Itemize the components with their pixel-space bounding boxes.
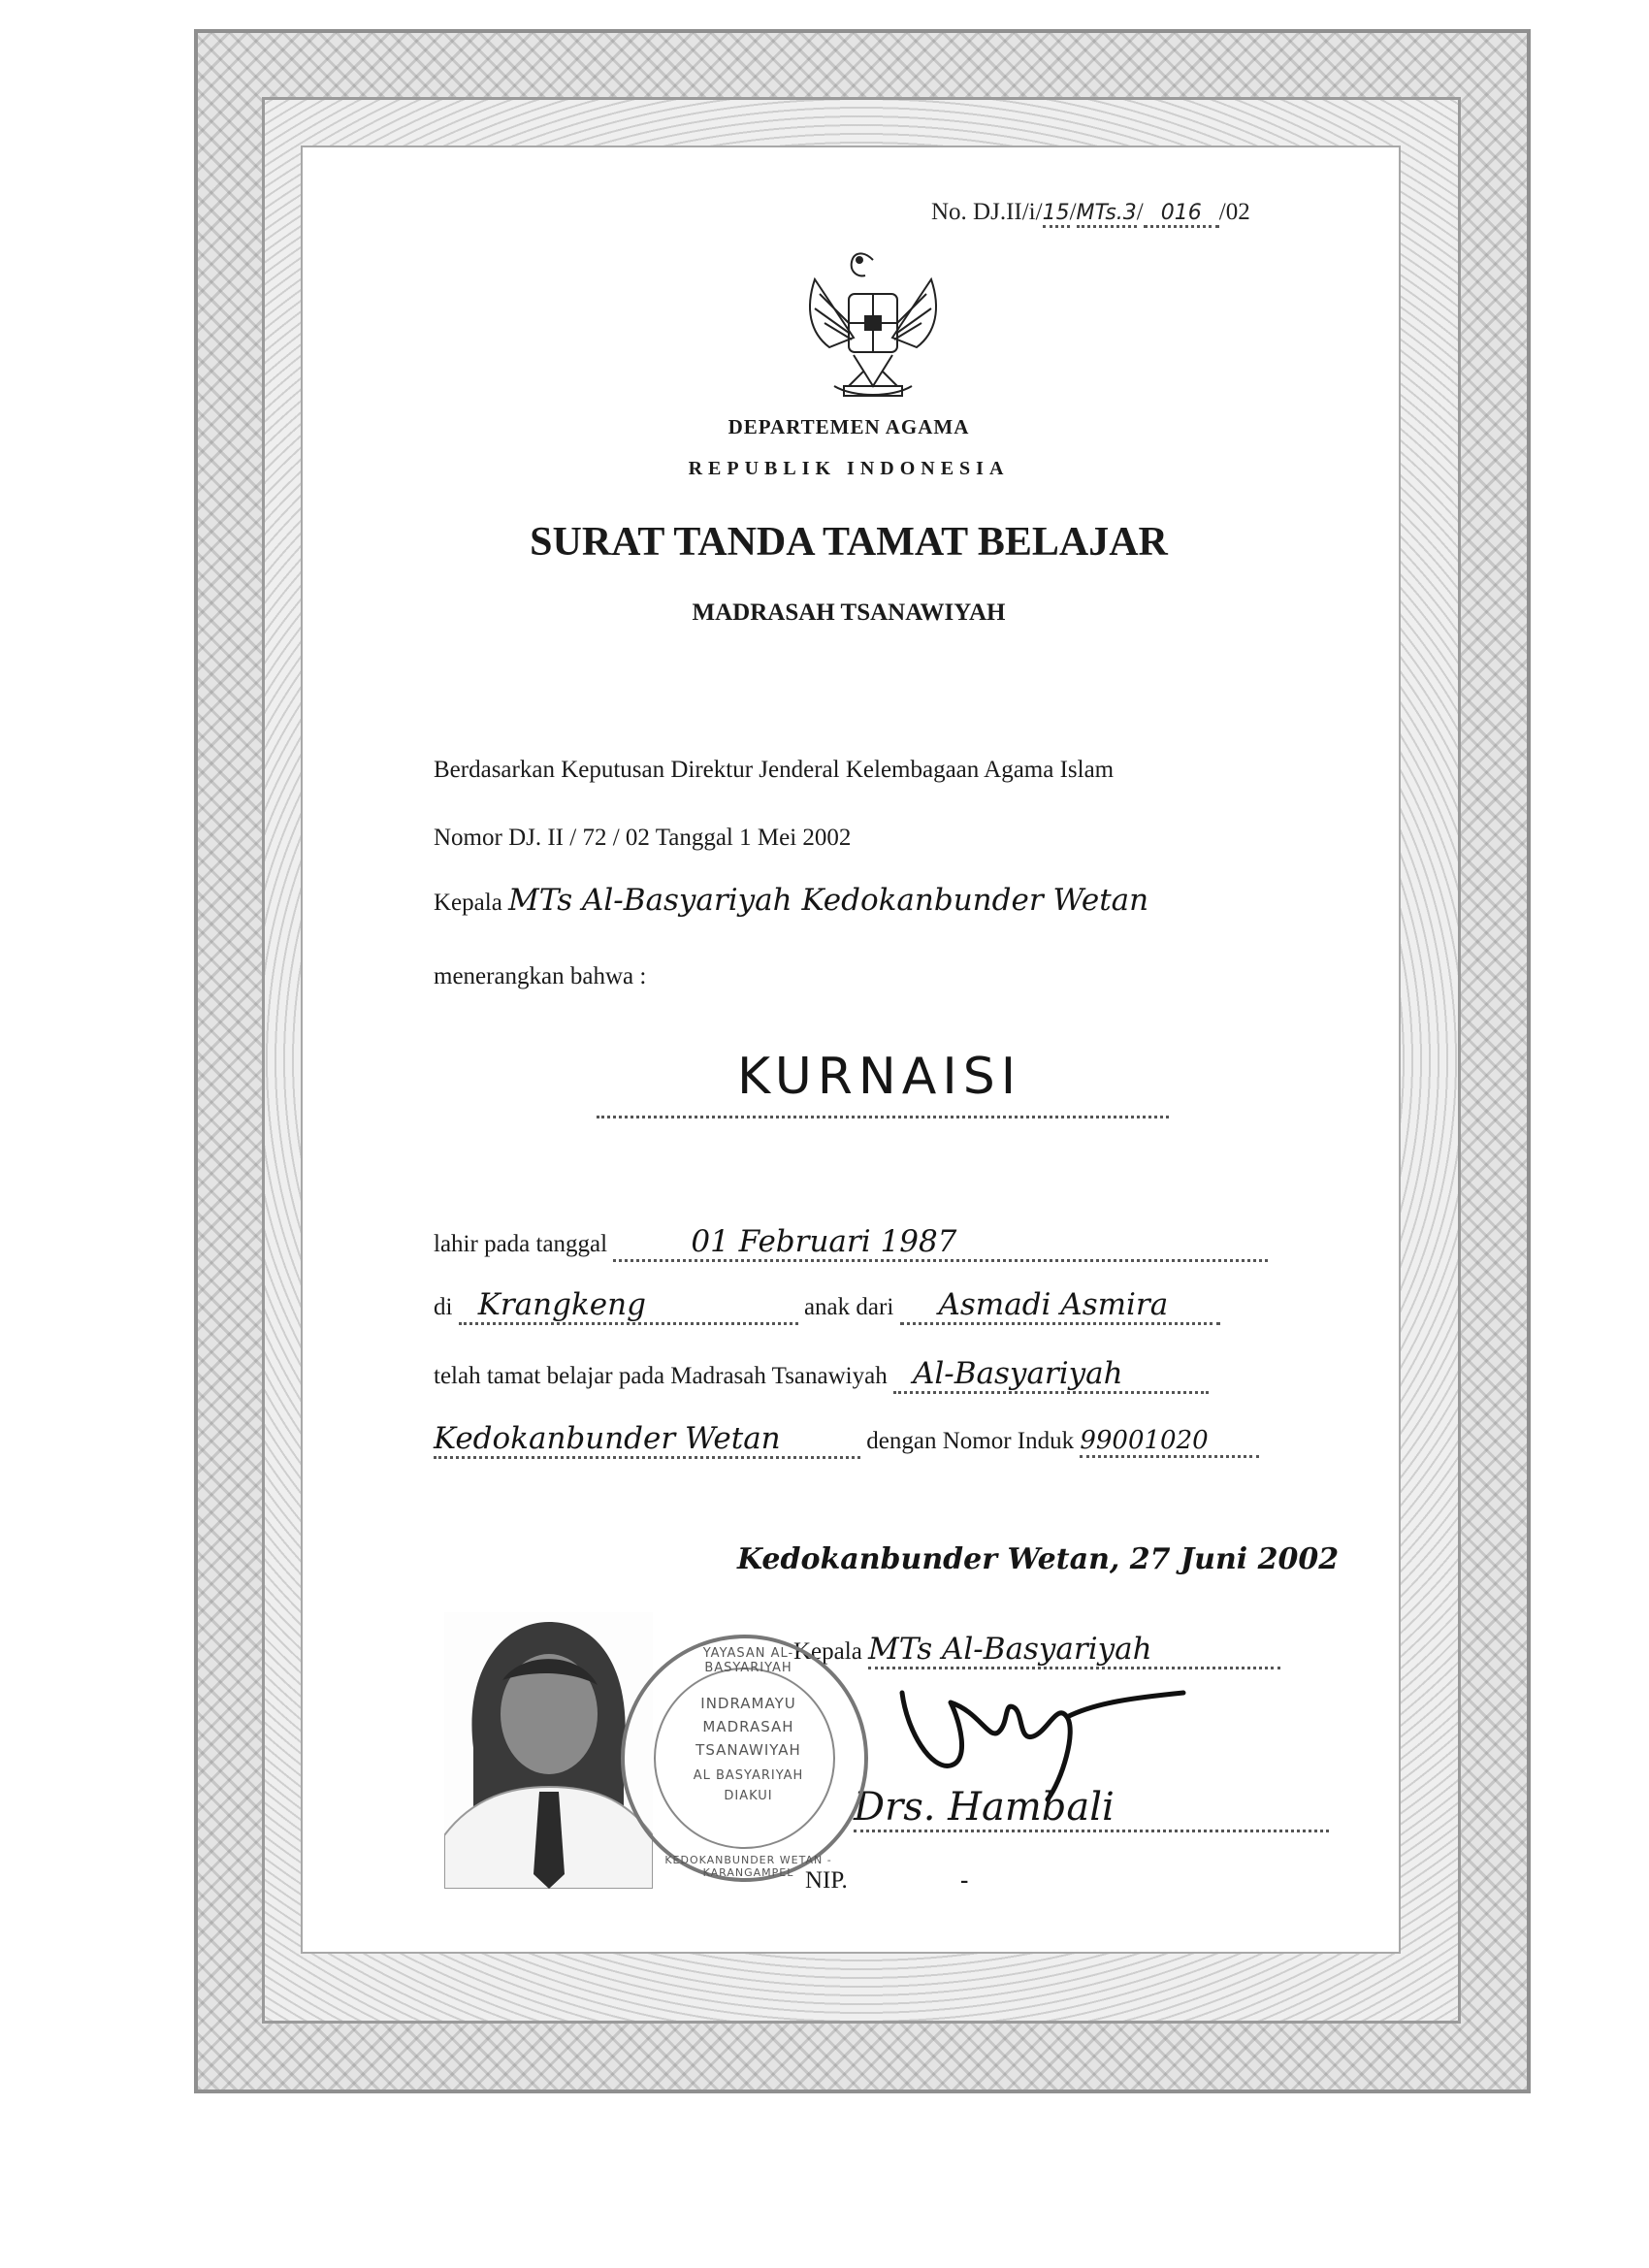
document-number-prefix: No. DJ.II/i/ xyxy=(931,199,1043,225)
graduated-label: telah tamat belajar pada Madrasah Tsanawiyah xyxy=(434,1363,888,1389)
birth-date-label: lahir pada tanggal xyxy=(434,1231,608,1257)
stamp-ring-bottom: KEDOKANBUNDER WETAN - KARANGAMPEL xyxy=(664,1854,832,1879)
student-name-underline xyxy=(597,1116,1169,1118)
school-name-part2: Kedokanbunder Wetan xyxy=(434,1421,860,1459)
birth-place-value: Krangkeng xyxy=(459,1287,798,1325)
certificate-title: SURAT TANDA TAMAT BELAJAR xyxy=(530,520,1168,565)
nip-label: NIP. xyxy=(805,1867,848,1894)
parent-name-value: Asmadi Asmira xyxy=(900,1287,1220,1325)
document-number-part3: 016 xyxy=(1144,201,1219,228)
stamp-line-2: MADRASAH xyxy=(702,1718,794,1735)
decree-line-2: Nomor DJ. II / 72 / 02 Tanggal 1 Mei 2002 xyxy=(434,825,852,851)
student-number-line xyxy=(434,1421,1259,1459)
decree-line-1: Berdasarkan Keputusan Direktur Jenderal Kelembagaan Agama Islam xyxy=(434,757,1115,783)
stamp-line-1: INDRAMAYU xyxy=(700,1695,796,1712)
head-of-school-line xyxy=(434,883,1148,918)
graduated-line xyxy=(434,1356,1209,1394)
issue-place-date: Kedokanbunder Wetan, 27 Juni 2002 xyxy=(737,1542,1340,1576)
birth-place-label: di xyxy=(434,1294,453,1320)
stamp-line-5: DIAKUI xyxy=(724,1789,773,1803)
student-number-label: dengan Nomor Induk xyxy=(866,1428,1075,1454)
document-number-part2: MTs.3 xyxy=(1077,201,1137,228)
declares-line: menerangkan bahwa : xyxy=(434,963,647,989)
republic-heading: REPUBLIK INDONESIA xyxy=(688,458,1010,479)
garuda-emblem-icon xyxy=(795,241,951,405)
document-number xyxy=(931,199,1250,228)
birth-date-line xyxy=(434,1224,1268,1262)
document-number-separator2: / xyxy=(1136,199,1144,225)
document-number-suffix: /02 xyxy=(1218,199,1250,225)
school-name-part1: Al-Basyariyah xyxy=(893,1356,1209,1394)
student-name: KURNAISI xyxy=(737,1048,1022,1106)
stamp-ring-top: YAYASAN AL-BASYARIYAH xyxy=(702,1646,794,1675)
nip-value: - xyxy=(960,1867,969,1894)
stamp-line-3: TSANAWIYAH xyxy=(695,1741,801,1759)
stamp-line-4: AL BASYARIYAH xyxy=(693,1768,804,1783)
head-label: Kepala xyxy=(434,890,502,916)
head-school-handwritten: MTs Al-Basyariyah Kedokanbunder Wetan xyxy=(508,883,1149,918)
signer-line xyxy=(854,1785,1329,1832)
document-number-part1: 15 xyxy=(1043,201,1070,228)
birth-place-line xyxy=(434,1287,1220,1325)
parent-label: anak dari xyxy=(803,1294,894,1320)
signature-head-label: Kepala xyxy=(793,1638,862,1665)
student-number-value: 99001020 xyxy=(1080,1426,1259,1458)
document-number-separator1: / xyxy=(1069,199,1077,225)
department-heading: DEPARTEMEN AGAMA xyxy=(728,415,970,438)
signature-head-school: MTs Al-Basyariyah xyxy=(868,1632,1280,1669)
signer-name: Drs. Hambali xyxy=(854,1785,1329,1832)
certificate-subtitle: MADRASAH TSANAWIYAH xyxy=(692,599,1006,626)
birth-date-value: 01 Februari 1987 xyxy=(613,1224,1268,1262)
official-stamp xyxy=(621,1635,868,1882)
